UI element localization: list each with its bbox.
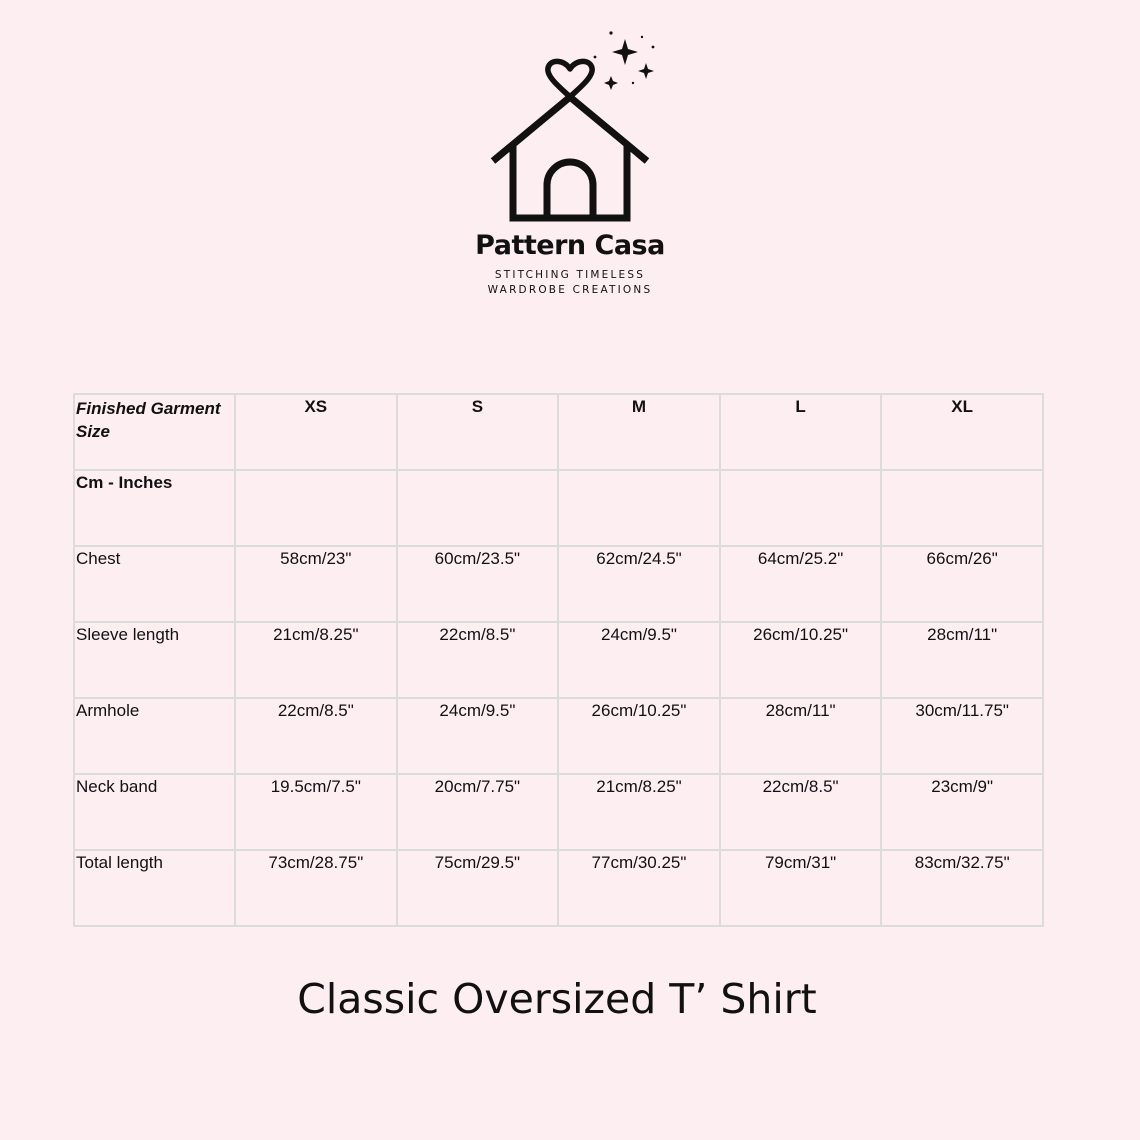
table-cell: 28cm/11" xyxy=(720,698,882,774)
table-cell: 58cm/23" xyxy=(235,546,397,622)
row-label: Sleeve length xyxy=(74,622,235,698)
table-row xyxy=(74,850,1043,926)
empty-cell xyxy=(558,470,720,546)
row-label: Neck band xyxy=(74,774,235,850)
table-cell: 79cm/31" xyxy=(720,850,882,926)
table-row xyxy=(74,774,1043,850)
table-cell: 23cm/9" xyxy=(881,774,1043,850)
table-row xyxy=(74,622,1043,698)
table-row xyxy=(74,546,1043,622)
table-cell: 73cm/28.75" xyxy=(235,850,397,926)
table-cell: 26cm/10.25" xyxy=(720,622,882,698)
row-label: Total length xyxy=(74,850,235,926)
table-cell: 21cm/8.25" xyxy=(235,622,397,698)
table-cell: 19.5cm/7.5" xyxy=(235,774,397,850)
row-label: Chest xyxy=(74,546,235,622)
table-cell: 22cm/8.5" xyxy=(235,698,397,774)
table-cell: 75cm/29.5" xyxy=(397,850,559,926)
size-header-xs: XS xyxy=(235,394,397,470)
empty-cell xyxy=(397,470,559,546)
table-cell: 24cm/9.5" xyxy=(558,622,720,698)
brand-tagline-line-2: WARDROBE CREATIONS xyxy=(487,284,653,296)
table-cell: 21cm/8.25" xyxy=(558,774,720,850)
table-cell: 60cm/23.5" xyxy=(397,546,559,622)
units-label: Cm - Inches xyxy=(74,470,235,546)
brand-name: Pattern Casa xyxy=(475,230,665,261)
heart-house-icon xyxy=(470,25,670,230)
table-row xyxy=(74,698,1043,774)
brand-tagline-line-1: STITCHING TIMELESS xyxy=(494,269,646,281)
empty-cell xyxy=(720,470,882,546)
table-cell: 77cm/30.25" xyxy=(558,850,720,926)
table-cell: 66cm/26" xyxy=(881,546,1043,622)
table-cell: 83cm/32.75" xyxy=(881,850,1043,926)
table-cell: 22cm/8.5" xyxy=(720,774,882,850)
brand-logo xyxy=(470,25,670,305)
size-header-m: M xyxy=(558,394,720,470)
empty-cell xyxy=(235,470,397,546)
size-header-xl: XL xyxy=(881,394,1043,470)
size-chart-table xyxy=(73,393,1044,927)
table-cell: 22cm/8.5" xyxy=(397,622,559,698)
size-header-l: L xyxy=(720,394,882,470)
empty-cell xyxy=(881,470,1043,546)
corner-label: Finished Garment Size xyxy=(74,394,235,470)
table-cell: 28cm/11" xyxy=(881,622,1043,698)
row-label: Armhole xyxy=(74,698,235,774)
table-cell: 24cm/9.5" xyxy=(397,698,559,774)
table-cell: 30cm/11.75" xyxy=(881,698,1043,774)
table-cell: 26cm/10.25" xyxy=(558,698,720,774)
table-header-row xyxy=(74,394,1043,470)
garment-title: Classic Oversized T’ Shirt xyxy=(297,975,817,1023)
size-header-s: S xyxy=(397,394,559,470)
table-cell: 62cm/24.5" xyxy=(558,546,720,622)
table-cell: 20cm/7.75" xyxy=(397,774,559,850)
table-cell: 64cm/25.2" xyxy=(720,546,882,622)
units-row xyxy=(74,470,1043,546)
